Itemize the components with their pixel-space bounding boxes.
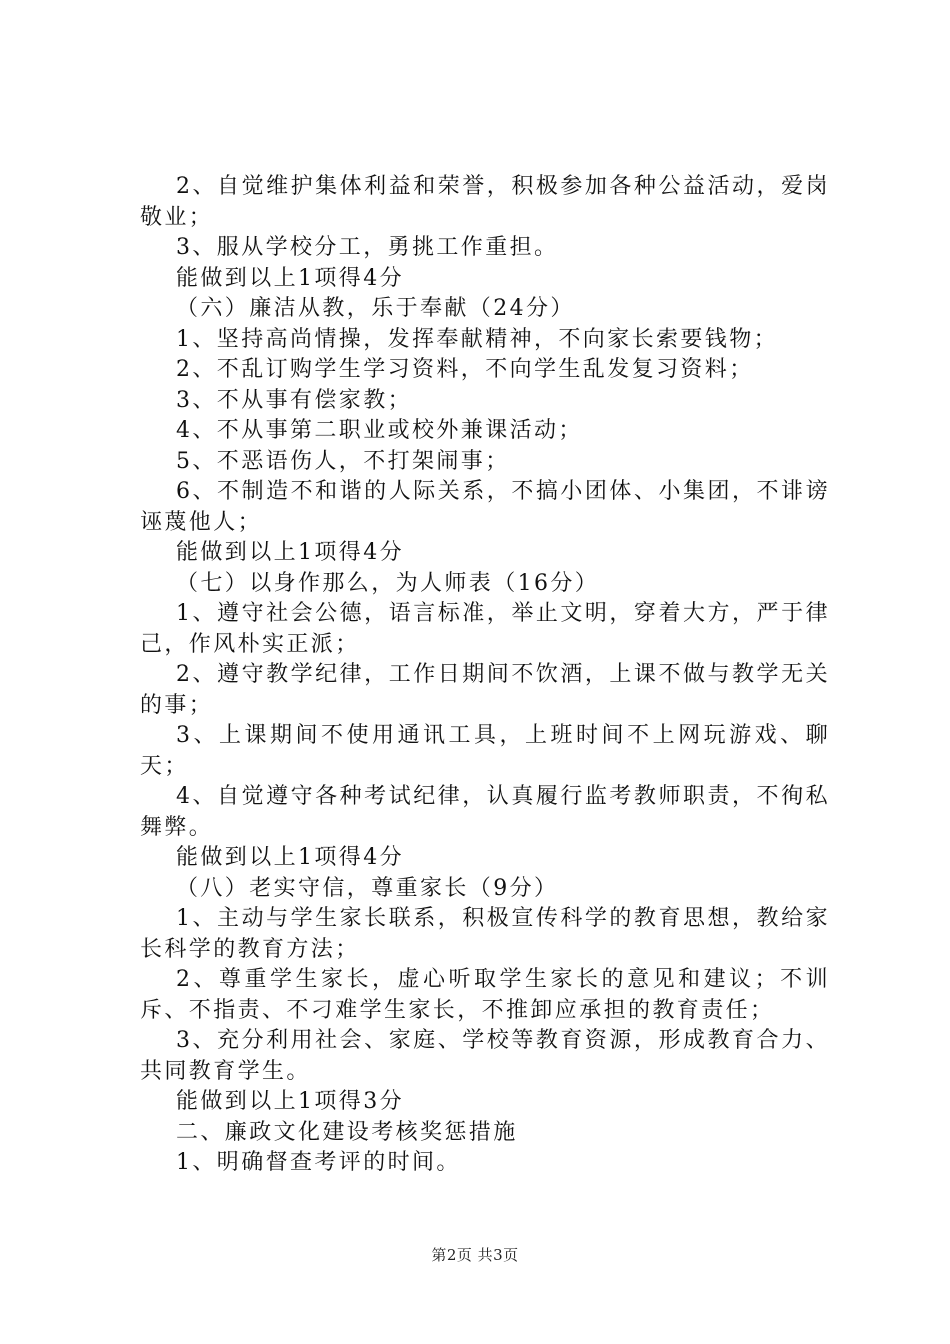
score-note: 能做到以上1项得4分 <box>176 845 404 870</box>
score-note: 能做到以上1项得3分 <box>176 1089 404 1114</box>
paragraph-19: 1、主动与学生家长联系，积极宣传科学的教育思想，教给家长科学的教育方法； <box>140 906 830 962</box>
paragraph-1: 2、自觉维护集体利益和荣誉，积极参加各种公益活动，爱岗敬业； <box>140 174 830 230</box>
paragraph-7: 3、不从事有偿家教； <box>176 387 412 413</box>
paragraph-15: 3、上课期间不使用通讯工具，上班时间不上网玩游戏、聊天； <box>140 723 830 779</box>
document-body <box>140 172 830 1179</box>
paragraph-10: 6、不制造不和谐的人际关系，不搞小团体、小集团，不诽谤诬蔑他人； <box>140 479 830 535</box>
section-heading-6: （六）廉洁从教，乐于奉献（24分） <box>176 296 575 321</box>
page-footer: 第2页 共3页 <box>431 1246 519 1264</box>
paragraph-16: 4、自觉遵守各种考试纪律，认真履行监考教师职责，不徇私舞弊。 <box>140 784 830 840</box>
paragraph-8: 4、不从事第二职业或校外兼课活动； <box>176 418 583 443</box>
score-note: 能做到以上1项得4分 <box>176 540 404 565</box>
paragraph-24: 1、明确督查考评的时间。 <box>176 1150 461 1175</box>
paragraph-21: 3、充分利用社会、家庭、学校等教育资源，形成教育合力、共同教育学生。 <box>140 1028 830 1084</box>
section-heading-7: （七）以身作那么，为人师表（16分） <box>176 570 600 596</box>
paragraph-6: 2、不乱订购学生学习资料，不向学生乱发复习资料； <box>176 357 754 382</box>
paragraph-9: 5、不恶语伤人，不打架闹事； <box>176 448 510 474</box>
score-note: 能做到以上1项得4分 <box>176 265 404 291</box>
paragraph-2: 3、服从学校分工，勇挑工作重担。 <box>176 235 559 260</box>
paragraph-14: 2、遵守教学纪律，工作日期间不饮酒，上课不做与教学无关的事； <box>140 662 830 718</box>
paragraph-5: 1、坚持高尚情操，发挥奉献精神，不向家长索要钱物； <box>176 326 778 352</box>
section-heading-8: （八）老实守信，尊重家长（9分） <box>176 875 559 901</box>
paragraph-20: 2、尊重学生家长，虚心听取学生家长的意见和建议；不训斥、不指责、不刁难学生家长，不推卸应承担的教育责任； <box>140 967 830 1023</box>
paragraph-13: 1、遵守社会公德，语言标准，举止文明，穿着大方，严于律己，作风朴实正派； <box>140 601 830 657</box>
section-heading-2: 二、廉政文化建设考核奖惩措施 <box>176 1119 518 1145</box>
